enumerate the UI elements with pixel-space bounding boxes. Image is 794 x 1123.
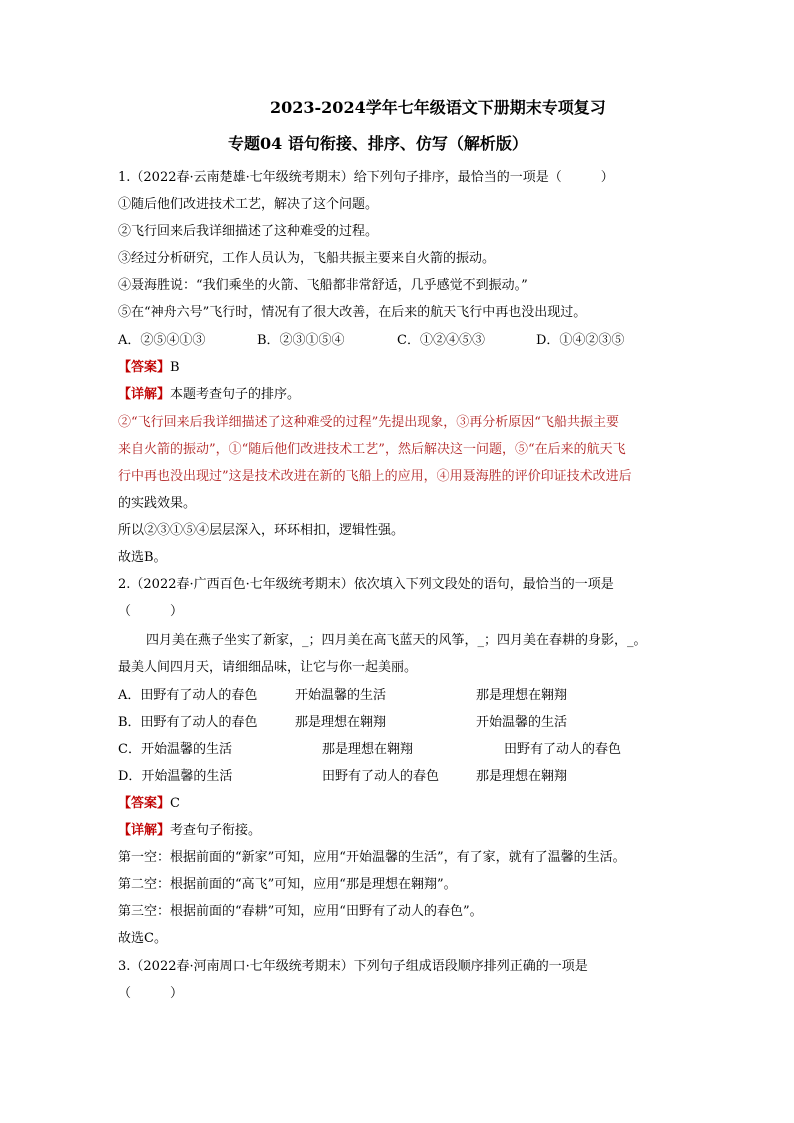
q1-option-a: A．②⑤④①③: [118, 333, 206, 348]
q1-sentence-3: ③经过分析研究，工作人员认为，飞船共振主要来自火箭的振动。: [118, 251, 496, 266]
q2-paren: （ ）: [118, 604, 184, 619]
q1-answer-value: B: [170, 360, 180, 375]
q1-answer: [118, 358, 180, 378]
q1-sentence-4: ④聂海胜说：“我们乘坐的火箭、飞船都非常舒适，几乎感觉不到振动。”: [118, 278, 528, 293]
q2-option-d-3: 那是理想在翱翔: [476, 769, 568, 784]
q2-blank-2: 第二空：根据前面的“高飞”可知，应用“那是理想在翱翔”。: [118, 877, 457, 892]
q2-paragraph-line-2: 最美人间四月天，请细细品味，让它与你一起美丽。: [118, 660, 418, 675]
q1-detail-text: 本题考查句子的排序。: [170, 387, 301, 402]
q2-detail: [118, 821, 261, 841]
q2-stem: 2.（2022春·广西百色·七年级统考期末）依次填入下列文段处的语句，最恰当的一项是: [118, 577, 614, 592]
q1-sentence-1: ①随后他们改进技术工艺，解决了这个问题。: [118, 197, 379, 212]
q2-option-b-2: 那是理想在翱翔: [295, 715, 387, 730]
q1-explanation-line-1: ②“飞行回来后我详细描述了这种难受的过程”先提出现象，③再分析原因“飞船共振主要: [118, 415, 619, 430]
q1-explanation-line-2: 来自火箭的振动”，①“随后他们改进技术工艺”，然后解决这一问题，⑤“在后来的航天飞: [118, 442, 626, 457]
q1-choose: 故选B。: [118, 550, 167, 565]
q2-paragraph-line-1: 四月美在燕子坐实了新家，_；四月美在高飞蓝天的风筝，_；四月美在春耕的身影，_。: [146, 633, 647, 648]
q1-sentence-2: ②飞行回来后我详细描述了这种难受的过程。: [118, 224, 379, 239]
q1-explanation-line-3: 行中再也没出现过”这是技术改进在新的飞船上的应用，④用聂海胜的评价印证技术改进后: [118, 469, 632, 484]
q2-blank-1: 第一空：根据前面的“新家”可知，应用“开始温馨的生活”，有了家，就有了温馨的生活。: [118, 850, 626, 865]
q2-option-c-3: 田野有了动人的春色: [504, 742, 622, 757]
q2-option-d-2: 田野有了动人的春色: [322, 769, 440, 784]
q1-detail: [118, 385, 300, 405]
doc-title: 2023-2024学年七年级语文下册期末专项复习: [270, 98, 606, 117]
q1-option-b: B．②③①⑤④: [257, 333, 345, 348]
q1-stem: 1.（2022春·云南楚雄·七年级统考期末）给下列句子排序，最恰当的一项是（ ）: [118, 170, 614, 185]
q3-paren: （ ）: [118, 986, 184, 1001]
answer-tag: 【答案】: [118, 796, 171, 811]
q1-summary: 所以②③①⑤④层层深入，环环相扣，逻辑性强。: [118, 523, 405, 538]
q2-detail-text: 考查句子衔接。: [170, 823, 262, 838]
q2-option-a-2: 开始温馨的生活: [295, 688, 387, 703]
detail-tag: 【详解】: [118, 823, 171, 838]
q2-answer: [118, 794, 180, 814]
q2-option-b-1: B．田野有了动人的春色: [118, 715, 258, 730]
q1-option-d: D．①④②③⑤: [536, 333, 625, 348]
q1-explanation-line-4: 的实践效果。: [118, 496, 197, 511]
q2-option-c-2: 那是理想在翱翔: [322, 742, 414, 757]
q2-option-b-3: 开始温馨的生活: [476, 715, 568, 730]
q2-answer-value: C: [170, 796, 180, 811]
q2-option-a-3: 那是理想在翱翔: [476, 688, 568, 703]
q2-option-a-1: A．田野有了动人的春色: [118, 688, 258, 703]
q2-option-d-1: D．开始温馨的生活: [118, 769, 233, 784]
detail-tag: 【详解】: [118, 387, 171, 402]
q1-sentence-5: ⑤在“神舟六号”飞行时，情况有了很大改善，在后来的航天飞行中再也没出现过。: [118, 305, 587, 320]
q1-option-c: C．①②④⑤③: [397, 333, 485, 348]
q2-option-c-1: C．开始温馨的生活: [118, 742, 232, 757]
q3-stem: 3.（2022春·河南周口·七年级统考期末）下列句子组成语段顺序排列正确的一项是: [118, 959, 588, 974]
q2-blank-3: 第三空：根据前面的“春耕”可知，应用“田野有了动人的春色”。: [118, 904, 483, 919]
answer-tag: 【答案】: [118, 360, 171, 375]
q2-choose: 故选C。: [118, 931, 167, 946]
doc-subtitle: 专题04 语句衔接、排序、仿写（解析版）: [228, 134, 528, 153]
